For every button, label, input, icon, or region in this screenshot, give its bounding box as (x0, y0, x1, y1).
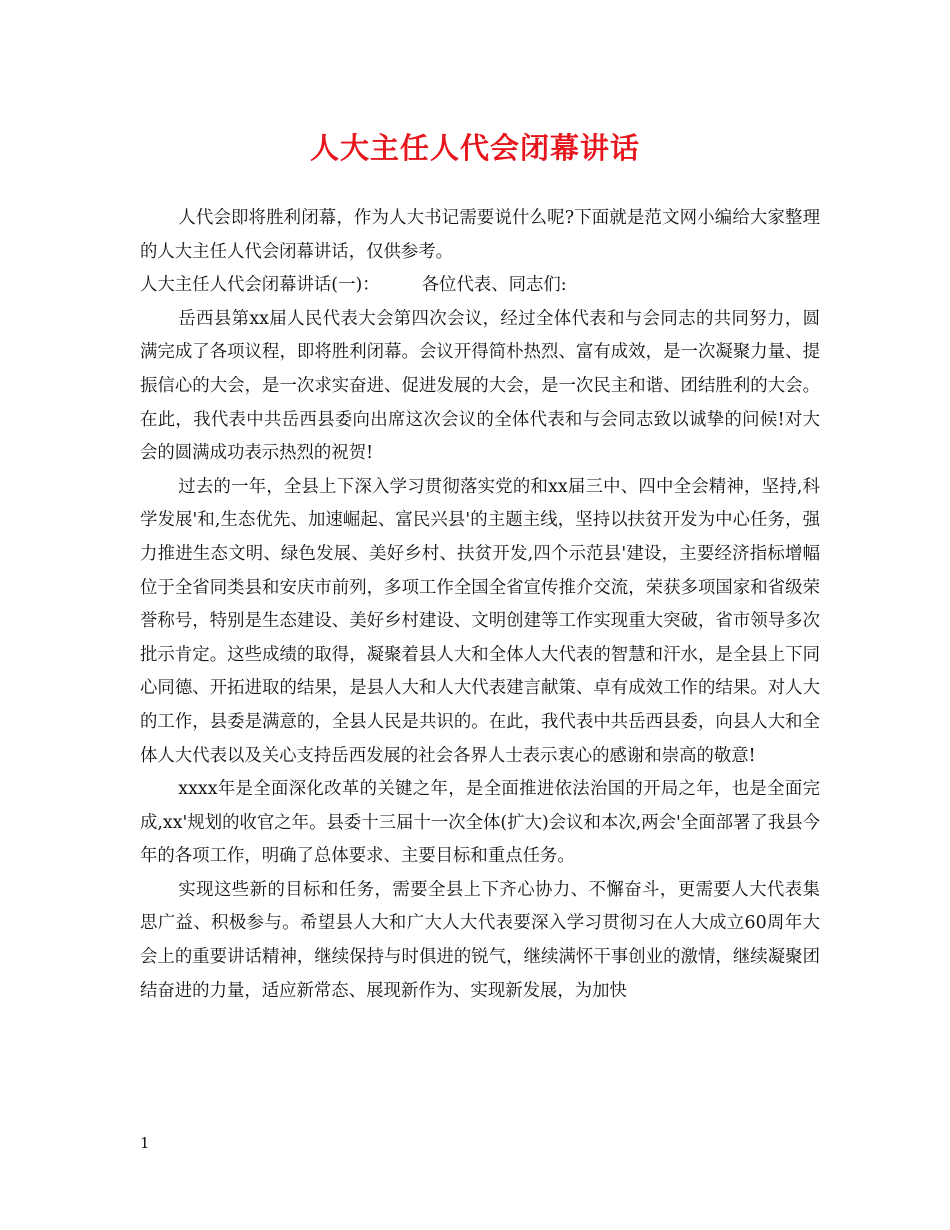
salutation: 各位代表、同志们: (421, 275, 567, 296)
body-paragraph: 实现这些新的目标和任务，需要全县上下齐心协力、不懈奋斗，更需要人大代表集思广益、积极参与。希望县人大和广大人大代表要深入学习贯彻习在人大成立60周年大会上的重要讲话精神，继续保持与时俱进的锐气，继续满怀干事创业的激情，继续凝聚团结奋进的力量，适应新常态、展现新作为、实现新发展，为加快 (140, 879, 820, 1001)
page-number: 1 (140, 1134, 150, 1152)
intro-paragraph: 人代会即将胜利闭幕，作为人大书记需要说什么呢?下面就是范文网小编给大家整理的人大主任人代会闭幕讲话，仅供参考。 (140, 208, 820, 262)
body-paragraph: 岳西县第xx届人民代表大会第四次会议，经过全体代表和与会同志的共同努力，圆满完成了各项议程，即将胜利闭幕。会议开得简朴热烈、富有成效，是一次凝聚力量、提振信心的大会，是一次求实奋进、促进发展的大会，是一次民主和谐、团结胜利的大会。在此，我代表中共岳西县委向出席这次会议的全体代表和与会同志致以诚挚的问候!对大会的圆满成功表示热烈的祝贺! (140, 308, 820, 464)
document-title: 人大主任人代会闭幕讲话 (309, 131, 640, 165)
section-heading: 人大主任人代会闭幕讲话(一)： (140, 275, 380, 296)
body-paragraph: xxxx年是全面深化改革的关键之年，是全面推进依法治国的开局之年，也是全面完成,xx'规划的收官之年。县委十三届十一次全体(扩大)会议和本次,两会'全面部署了我县今年的各项工作，明确了总体要求、主要目标和重点任务。 (140, 779, 820, 867)
body-paragraph: 过去的一年，全县上下深入学习贯彻落实党的和xx届三中、四中全会精神，坚持,科学发展'和,生态优先、加速崛起、富民兴县'的主题主线，坚持以扶贫开发为中心任务，强力推进生态文明、绿色发展、美好乡村、扶贫开发,四个示范县'建设，主要经济指标增幅位于全省同类县和安庆市前列，多项工作全国全省宣传推介交流，荣获多项国家和省级荣誉称号，特别是生态建设、美好乡村建设、文明创建等工作实现重大突破，省市领导多次批示肯定。这些成绩的取得，凝聚着县人大和全体人大代表的智慧和汗水，是全县上下同心同德、开拓进取的结果，是县人大和人大代表建言献策、卓有成效工作的结果。对人大的工作，县委是满意的，全县人民是共识的。在此，我代表中共岳西县委，向县人大和全体人大代表以及关心支持岳西发展的社会各界人士表示衷心的感谢和崇高的敬意! (140, 476, 820, 766)
section-heading-line (140, 269, 820, 303)
document-body (140, 202, 820, 1008)
